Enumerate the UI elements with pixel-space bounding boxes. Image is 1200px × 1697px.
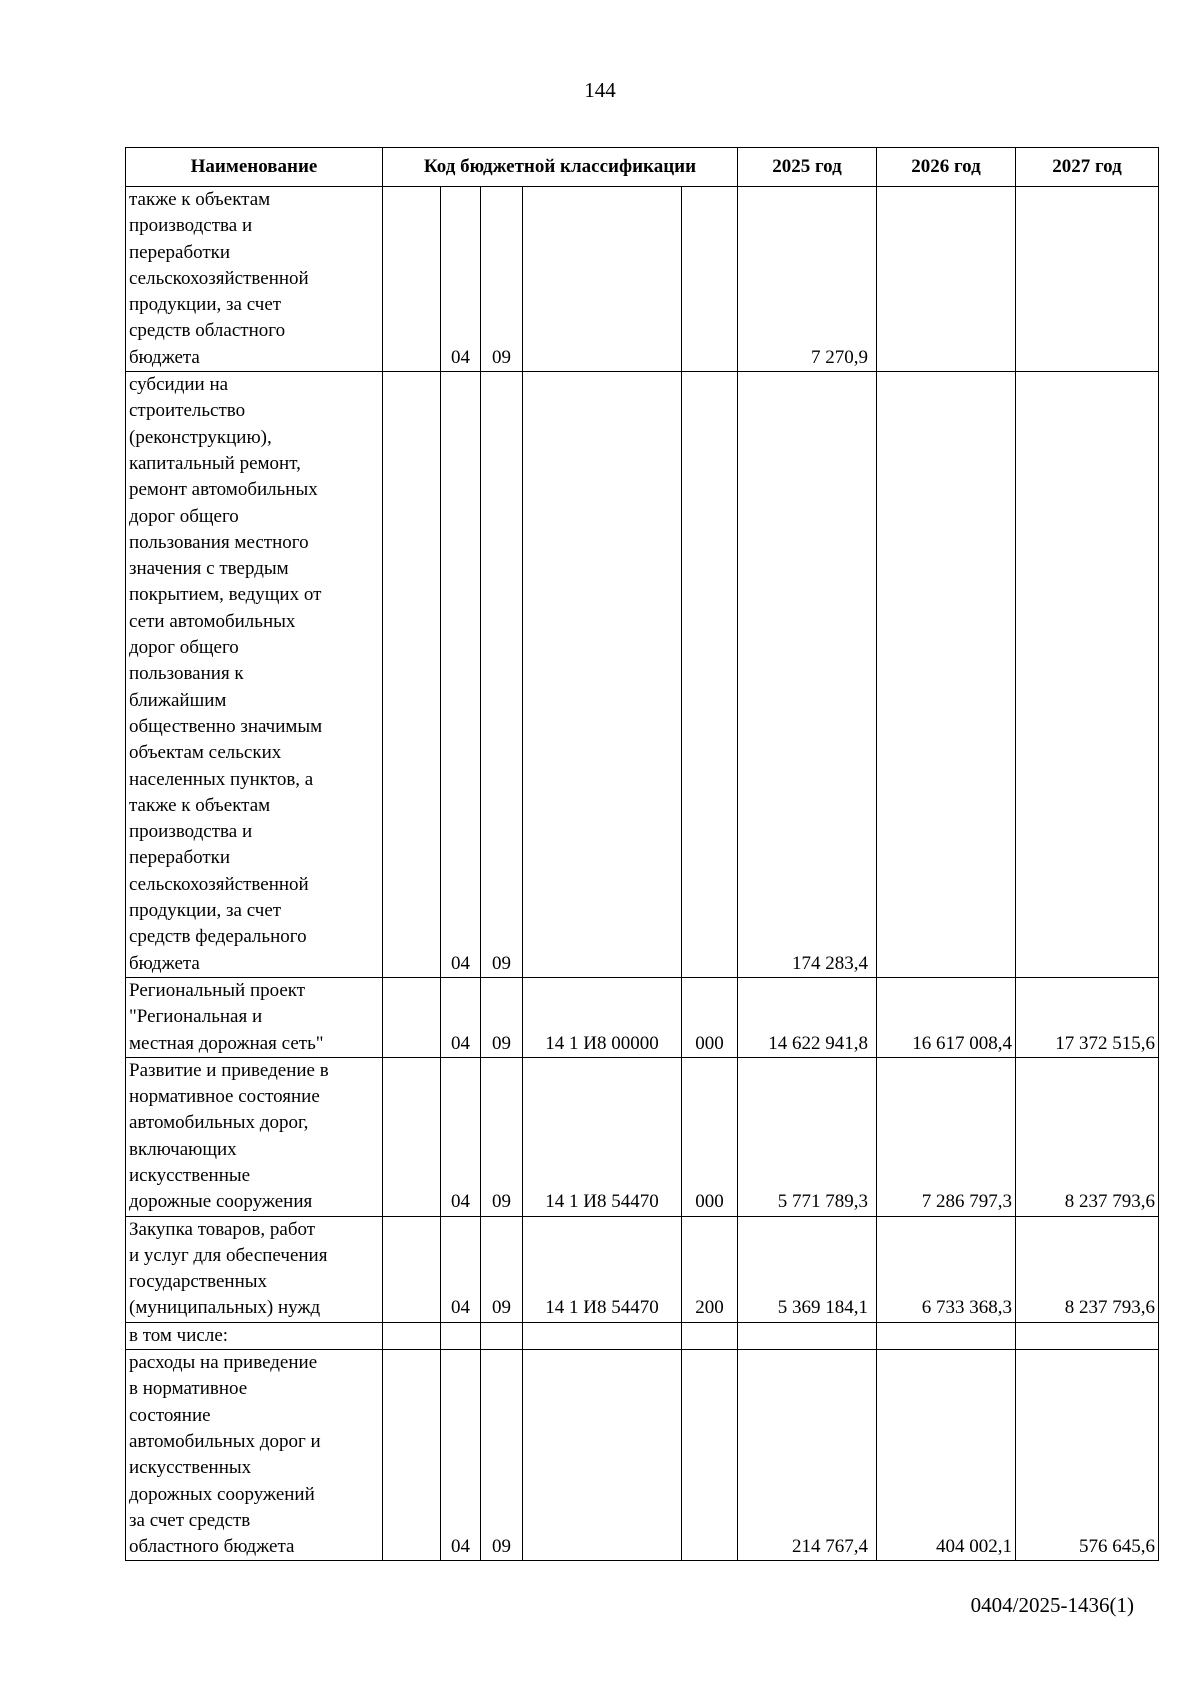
table-row [126, 1216, 1159, 1322]
row-2025 [738, 1322, 877, 1349]
budget-table [125, 147, 1159, 1561]
row-section: 04 [441, 372, 481, 978]
row-2027: 17 372 515,6 [1016, 977, 1159, 1057]
row-section [441, 1322, 481, 1349]
row-section: 04 [441, 1350, 481, 1561]
table-row [126, 372, 1159, 978]
row-subsection: 09 [481, 372, 523, 978]
row-expense [682, 187, 738, 372]
row-expense: 000 [682, 1057, 738, 1216]
row-2026: 7 286 797,3 [877, 1057, 1016, 1216]
row-section: 04 [441, 977, 481, 1057]
row-2027 [1016, 372, 1159, 978]
header-2025: 2025 год [738, 148, 877, 187]
row-ministry [383, 1350, 441, 1561]
row-2026: 16 617 008,4 [877, 977, 1016, 1057]
row-name: Региональный проект "Региональная и местная дорожная сеть" [126, 977, 383, 1057]
row-expense [682, 372, 738, 978]
row-target: 14 1 И8 54470 [523, 1057, 682, 1216]
table-row [126, 1350, 1159, 1561]
table-row [126, 1057, 1159, 1216]
row-name: расходы на приведение в нормативное состояние автомобильных дорог и искусственных дорожных сооружений за счет средств областного бюджета [126, 1350, 383, 1561]
row-subsection: 09 [481, 1216, 523, 1322]
row-2027 [1016, 187, 1159, 372]
row-target: 14 1 И8 54470 [523, 1216, 682, 1322]
row-2027: 8 237 793,6 [1016, 1216, 1159, 1322]
row-2026 [877, 187, 1016, 372]
row-section: 04 [441, 1057, 481, 1216]
row-target [523, 372, 682, 978]
header-2027: 2027 год [1016, 148, 1159, 187]
table-row [126, 1322, 1159, 1349]
row-2025: 7 270,9 [738, 187, 877, 372]
row-subsection: 09 [481, 187, 523, 372]
row-ministry [383, 977, 441, 1057]
row-name: также к объектам производства и переработки сельскохозяйственной продукции, за счет средств областного бюджета [126, 187, 383, 372]
row-2025: 5 771 789,3 [738, 1057, 877, 1216]
row-target [523, 1322, 682, 1349]
row-subsection: 09 [481, 1057, 523, 1216]
document-code: 0404/2025-1436(1) [970, 1593, 1134, 1617]
row-2025: 5 369 184,1 [738, 1216, 877, 1322]
row-target [523, 1350, 682, 1561]
table-row [126, 187, 1159, 372]
row-ministry [383, 1216, 441, 1322]
header-name: Наименование [126, 148, 383, 187]
row-2026 [877, 1322, 1016, 1349]
row-subsection: 09 [481, 977, 523, 1057]
row-section: 04 [441, 187, 481, 372]
row-section: 04 [441, 1216, 481, 1322]
row-expense [682, 1322, 738, 1349]
row-name: Развитие и приведение в нормативное состояние автомобильных дорог, включающих искусственные дорожные сооружения [126, 1057, 383, 1216]
row-2026 [877, 372, 1016, 978]
row-expense: 200 [682, 1216, 738, 1322]
row-subsection: 09 [481, 1350, 523, 1561]
row-2025: 174 283,4 [738, 372, 877, 978]
row-expense: 000 [682, 977, 738, 1057]
row-ministry [383, 187, 441, 372]
header-code: Код бюджетной классификации [383, 148, 738, 187]
row-2026: 6 733 368,3 [877, 1216, 1016, 1322]
page-number: 144 [584, 78, 616, 102]
row-ministry [383, 372, 441, 978]
row-ministry [383, 1322, 441, 1349]
row-expense [682, 1350, 738, 1561]
row-2025: 14 622 941,8 [738, 977, 877, 1057]
row-name: Закупка товаров, работ и услуг для обеспечения государственных (муниципальных) нужд [126, 1216, 383, 1322]
row-target: 14 1 И8 00000 [523, 977, 682, 1057]
row-name: субсидии на строительство (реконструкцию), капитальный ремонт, ремонт автомобильных дорог общего пользования местного значения с твердым покрытием, ведущих от сети автомобильных дорог общего пользования к ближайшим общественно значимым объектам сельских населенных пунктов, а также к объектам производства и переработки сельскохозяйственной продукции, за счет средств федерального бюджета [126, 372, 383, 978]
row-ministry [383, 1057, 441, 1216]
row-2026: 404 002,1 [877, 1350, 1016, 1561]
header-2026: 2026 год [877, 148, 1016, 187]
row-2025: 214 767,4 [738, 1350, 877, 1561]
row-target [523, 187, 682, 372]
table-header-row [126, 148, 1159, 187]
table-row [126, 977, 1159, 1057]
row-2027 [1016, 1322, 1159, 1349]
row-subsection [481, 1322, 523, 1349]
row-name: в том числе: [126, 1322, 383, 1349]
row-2027: 8 237 793,6 [1016, 1057, 1159, 1216]
row-2027: 576 645,6 [1016, 1350, 1159, 1561]
